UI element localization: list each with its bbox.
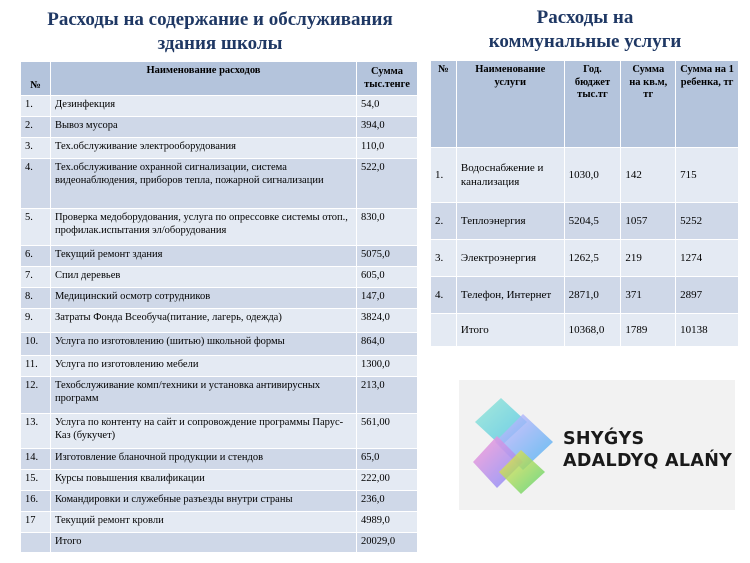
cell-per-child: 5252 — [676, 203, 739, 240]
cell-name: Дезинфекция — [50, 96, 356, 117]
cell-sum: 65,0 — [357, 449, 418, 470]
table-row — [21, 138, 418, 159]
cell-sum: 236,0 — [357, 491, 418, 512]
cell-num: 5. — [21, 209, 51, 246]
logo-mark-icon — [471, 392, 561, 498]
cell-num: 12. — [21, 377, 51, 414]
cell-per-child: 1274 — [676, 240, 739, 277]
cell-num — [431, 314, 457, 347]
cell-num: 1. — [21, 96, 51, 117]
cell-sum: 147,0 — [357, 288, 418, 309]
cell-name: Услуга по изготовлению (шитью) школьной формы — [50, 333, 356, 356]
cell-name: Техобслуживание комп/техники и установка антивирусных программ — [50, 377, 356, 414]
cell-budget: 1030,0 — [564, 148, 621, 203]
cell-budget: 5204,5 — [564, 203, 621, 240]
cell-num: 16. — [21, 491, 51, 512]
cell-sum: 394,0 — [357, 117, 418, 138]
header-budget: Год. бюджет тыс.тг — [564, 61, 621, 148]
cell-num: 10. — [21, 333, 51, 356]
header-sum: Сумма тыс.тенге — [357, 62, 418, 96]
cell-num: 4. — [21, 159, 51, 209]
cell-budget: 1262,5 — [564, 240, 621, 277]
cell-per-m2: 1789 — [621, 314, 676, 347]
cell-name: Проверка медоборудования, услуга по опрессовке системы отоп., профилак.испытания эл/оборудования — [50, 209, 356, 246]
cell-name: Затраты Фонда Всеобуча(питание, лагерь, одежда) — [50, 309, 356, 333]
header-num: № — [431, 61, 457, 148]
cell-num: 4. — [431, 277, 457, 314]
cell-per-m2: 219 — [621, 240, 676, 277]
cell-sum: 522,0 — [357, 159, 418, 209]
cell-name: Медицинский осмотр сотрудников — [50, 288, 356, 309]
cell-sum: 54,0 — [357, 96, 418, 117]
right-title — [430, 6, 740, 54]
table-row — [21, 533, 418, 553]
table-row — [21, 309, 418, 333]
left-title-line2: здания школы — [157, 33, 283, 54]
cell-sum: 5075,0 — [357, 246, 418, 267]
cell-num: 6. — [21, 246, 51, 267]
left-title — [20, 8, 420, 56]
cell-num: 3. — [431, 240, 457, 277]
cell-name: Телефон, Интернет — [456, 277, 564, 314]
cell-num: 7. — [21, 267, 51, 288]
cell-budget: 10368,0 — [564, 314, 621, 347]
cell-sum: 4989,0 — [357, 512, 418, 533]
header-per-child: Сумма на 1 ребенка, тг — [676, 61, 739, 148]
cell-sum: 20029,0 — [357, 533, 418, 553]
table-row — [21, 288, 418, 309]
table-row — [21, 333, 418, 356]
cell-name: Водоснабжение и канализация — [456, 148, 564, 203]
cell-num: 3. — [21, 138, 51, 159]
table-row — [431, 277, 739, 314]
table-row — [21, 512, 418, 533]
cell-name: Теплоэнергия — [456, 203, 564, 240]
cell-name: Курсы повышения квалификации — [50, 470, 356, 491]
cell-num: 8. — [21, 288, 51, 309]
cell-per-m2: 142 — [621, 148, 676, 203]
maintenance-expenses-table — [20, 61, 418, 553]
cell-name: Командировки и служебные разъезды внутри страны — [50, 491, 356, 512]
table-row — [21, 449, 418, 470]
table-row — [431, 203, 739, 240]
cell-name: Спил деревьев — [50, 267, 356, 288]
cell-num: 13. — [21, 414, 51, 449]
cell-name: Тех.обслуживание электрооборудования — [50, 138, 356, 159]
cell-name: Текущий ремонт кровли — [50, 512, 356, 533]
header-name: Наименование услуги — [456, 61, 564, 148]
header-per-m2: Сумма на кв.м, тг — [621, 61, 676, 148]
cell-per-child: 2897 — [676, 277, 739, 314]
cell-name: Изготовление бланочной продукции и стендов — [50, 449, 356, 470]
cell-name: Электроэнергия — [456, 240, 564, 277]
cell-name: Тех.обслуживание охранной сигнализации, система видеонаблюдения, приборов тепла, пожарной сигнализации — [50, 159, 356, 209]
utilities-table — [430, 60, 739, 347]
table-row — [21, 96, 418, 117]
cell-sum: 830,0 — [357, 209, 418, 246]
cell-num: 11. — [21, 356, 51, 377]
cell-sum: 1300,0 — [357, 356, 418, 377]
cell-name: Услуга по изготовлению мебели — [50, 356, 356, 377]
table-row — [431, 314, 739, 347]
cell-per-m2: 371 — [621, 277, 676, 314]
cell-sum: 3824,0 — [357, 309, 418, 333]
cell-name: Вывоз мусора — [50, 117, 356, 138]
cell-sum: 605,0 — [357, 267, 418, 288]
cell-name: Итого — [456, 314, 564, 347]
cell-name: Текущий ремонт здания — [50, 246, 356, 267]
cell-sum: 110,0 — [357, 138, 418, 159]
cell-sum: 213,0 — [357, 377, 418, 414]
right-title-line2: коммунальные услуги — [488, 31, 682, 52]
header-num: № — [21, 62, 51, 96]
table-row — [21, 267, 418, 288]
cell-per-child: 715 — [676, 148, 739, 203]
cell-num: 9. — [21, 309, 51, 333]
table-row — [21, 491, 418, 512]
table-row — [431, 240, 739, 277]
left-title-line1: Расходы на содержание и обслуживания — [47, 9, 393, 30]
table-row — [21, 470, 418, 491]
table-row — [21, 377, 418, 414]
cell-num: 17 — [21, 512, 51, 533]
right-title-line1: Расходы на — [536, 7, 634, 28]
cell-sum: 561,00 — [357, 414, 418, 449]
logo — [459, 380, 735, 510]
logo-text-line1: SHYǴYS — [563, 429, 645, 449]
table-row — [431, 148, 739, 203]
cell-num — [21, 533, 51, 553]
table-row — [21, 414, 418, 449]
cell-per-m2: 1057 — [621, 203, 676, 240]
header-name: Наименование расходов — [50, 62, 356, 96]
cell-num: 1. — [431, 148, 457, 203]
table-row — [21, 209, 418, 246]
table-row — [21, 159, 418, 209]
cell-name: Услуга по контенту на сайт и сопровождение программы Парус-Каз (букучет) — [50, 414, 356, 449]
table-row — [21, 356, 418, 377]
cell-sum: 222,00 — [357, 470, 418, 491]
cell-per-child: 10138 — [676, 314, 739, 347]
cell-sum: 864,0 — [357, 333, 418, 356]
cell-budget: 2871,0 — [564, 277, 621, 314]
table-row — [21, 117, 418, 138]
cell-num: 2. — [21, 117, 51, 138]
cell-num: 15. — [21, 470, 51, 491]
logo-text-line2: ADALDYQ ALAŃY — [563, 451, 733, 471]
cell-num: 2. — [431, 203, 457, 240]
cell-num: 14. — [21, 449, 51, 470]
cell-name: Итого — [50, 533, 356, 553]
table-row — [21, 246, 418, 267]
